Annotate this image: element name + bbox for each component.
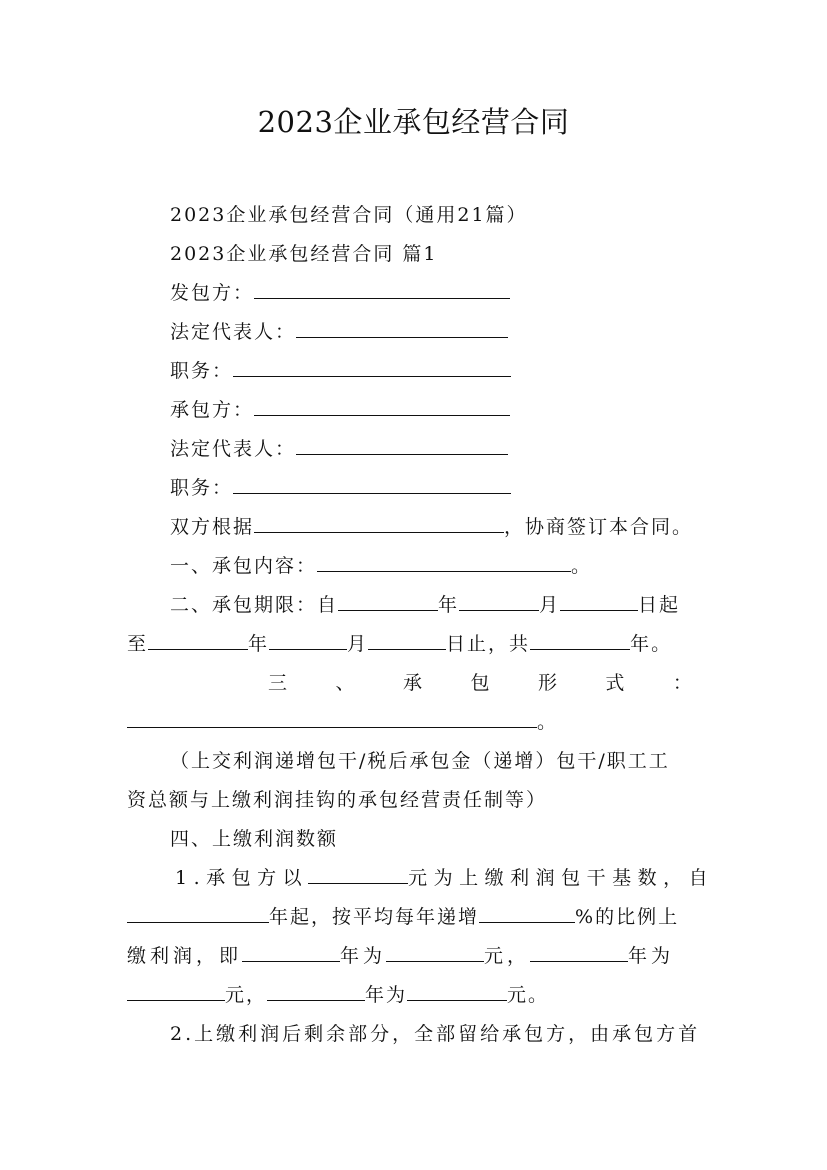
period-month-blank (459, 596, 539, 611)
chengbao-line (170, 395, 510, 422)
end-day-text: 日止，共 (446, 633, 531, 655)
amount-b-blank (127, 986, 225, 1001)
basis-text-b: ，协商签订本合同。 (504, 516, 694, 538)
note-line-2: 资总额与上缴利润挂钩的承包经营责任制等） (127, 789, 548, 811)
form-char: 式 (605, 672, 625, 694)
period-label: 二、承包期限：自 (170, 594, 339, 616)
form-blank-line (127, 707, 558, 734)
end-month-char: 月 (347, 633, 369, 655)
form-end: 。 (537, 711, 559, 733)
p3-text-d: 年为 (628, 945, 675, 967)
p4-text-c: 年为 (365, 984, 408, 1006)
rate-blank (479, 908, 575, 923)
job1-line (170, 356, 511, 383)
end-year-char: 年 (248, 633, 270, 655)
p4-text-d: 元。 (507, 984, 550, 1006)
job1-label: 职务： (170, 360, 234, 382)
rep2-label: 法定代表人： (170, 438, 297, 460)
profit-para-line-1 (175, 863, 714, 890)
form-char: 形 (537, 672, 557, 694)
profit-para-line-4 (127, 980, 549, 1007)
p3-text-a: 缴利润，即 (127, 945, 243, 967)
year-a-blank (242, 947, 340, 962)
job2-label: 职务： (170, 477, 234, 499)
year-c-blank (267, 986, 365, 1001)
p1-text-b: 元为上缴利润包干基数，自 (408, 867, 715, 889)
profit-para-line-2 (127, 902, 679, 929)
surplus-para-line: 2.上缴利润后剩余部分，全部留给承包方，由承包方首 (170, 1023, 701, 1045)
p4-text-b: 元， (225, 984, 268, 1006)
to-char: 至 (127, 633, 149, 655)
content-label: 一、承包内容： (170, 555, 318, 577)
fabao-line (170, 278, 510, 305)
rep1-line (170, 317, 508, 344)
basis-blank (254, 518, 504, 533)
rep2-line (170, 434, 508, 461)
job1-blank (233, 362, 511, 377)
profit-para-line-3 (127, 941, 674, 968)
year-char: 年 (438, 594, 460, 616)
chengbao-blank (254, 401, 510, 416)
content-line (170, 551, 592, 578)
basis-text-a: 双方根据 (170, 516, 255, 538)
job2-line (170, 473, 511, 500)
rep1-label: 法定代表人： (170, 321, 297, 343)
start-year-blank (127, 908, 269, 923)
document-title: 2023企业承包经营合同 (257, 105, 570, 139)
p3-text-b: 年为 (340, 945, 387, 967)
note-line-1: （上交利润递增包干/税后承包金（递增）包干/职工工 (170, 750, 670, 772)
year-b-blank (530, 947, 628, 962)
p1-text-a: 1.承包方以 (175, 867, 309, 889)
end-month-blank (269, 635, 347, 650)
form-char: 包 (470, 672, 490, 694)
period-end-line (127, 629, 672, 656)
month-char: 月 (539, 594, 561, 616)
period-line (170, 590, 680, 617)
piece-heading: 2023企业承包经营合同 篇1 (170, 243, 438, 265)
basis-line (170, 512, 693, 539)
period-year-blank (338, 596, 438, 611)
amount-c-blank (407, 986, 507, 1001)
p3-text-c: 元， (484, 945, 531, 967)
end-year-blank (148, 635, 248, 650)
p2-text-b: %的比例上 (575, 906, 680, 928)
form-heading (268, 668, 692, 695)
amount-a-blank (386, 947, 484, 962)
total-years-blank (530, 635, 630, 650)
subtitle-line: 2023企业承包经营合同（通用21篇） (170, 204, 528, 226)
end-day-blank (368, 635, 446, 650)
total-years-end: 年。 (630, 633, 673, 655)
day-start-text: 日起 (638, 594, 681, 616)
form-char: 、 (335, 672, 355, 694)
fabao-label: 发包方： (170, 282, 255, 304)
rep2-blank (296, 440, 508, 455)
form-char: 承 (402, 672, 422, 694)
p2-text-a: 年起，按平均每年递增 (269, 906, 480, 928)
section-four-heading: 四、上缴利润数额 (170, 828, 339, 850)
form-blank (127, 713, 537, 728)
content-end: 。 (571, 555, 593, 577)
period-day-blank (560, 596, 638, 611)
form-char: ： (672, 672, 692, 694)
chengbao-label: 承包方： (170, 399, 255, 421)
form-char: 三 (268, 672, 288, 694)
content-blank (317, 557, 571, 572)
base-amount-blank (308, 869, 408, 884)
job2-blank (233, 479, 511, 494)
fabao-blank (254, 284, 510, 299)
rep1-blank (296, 323, 508, 338)
